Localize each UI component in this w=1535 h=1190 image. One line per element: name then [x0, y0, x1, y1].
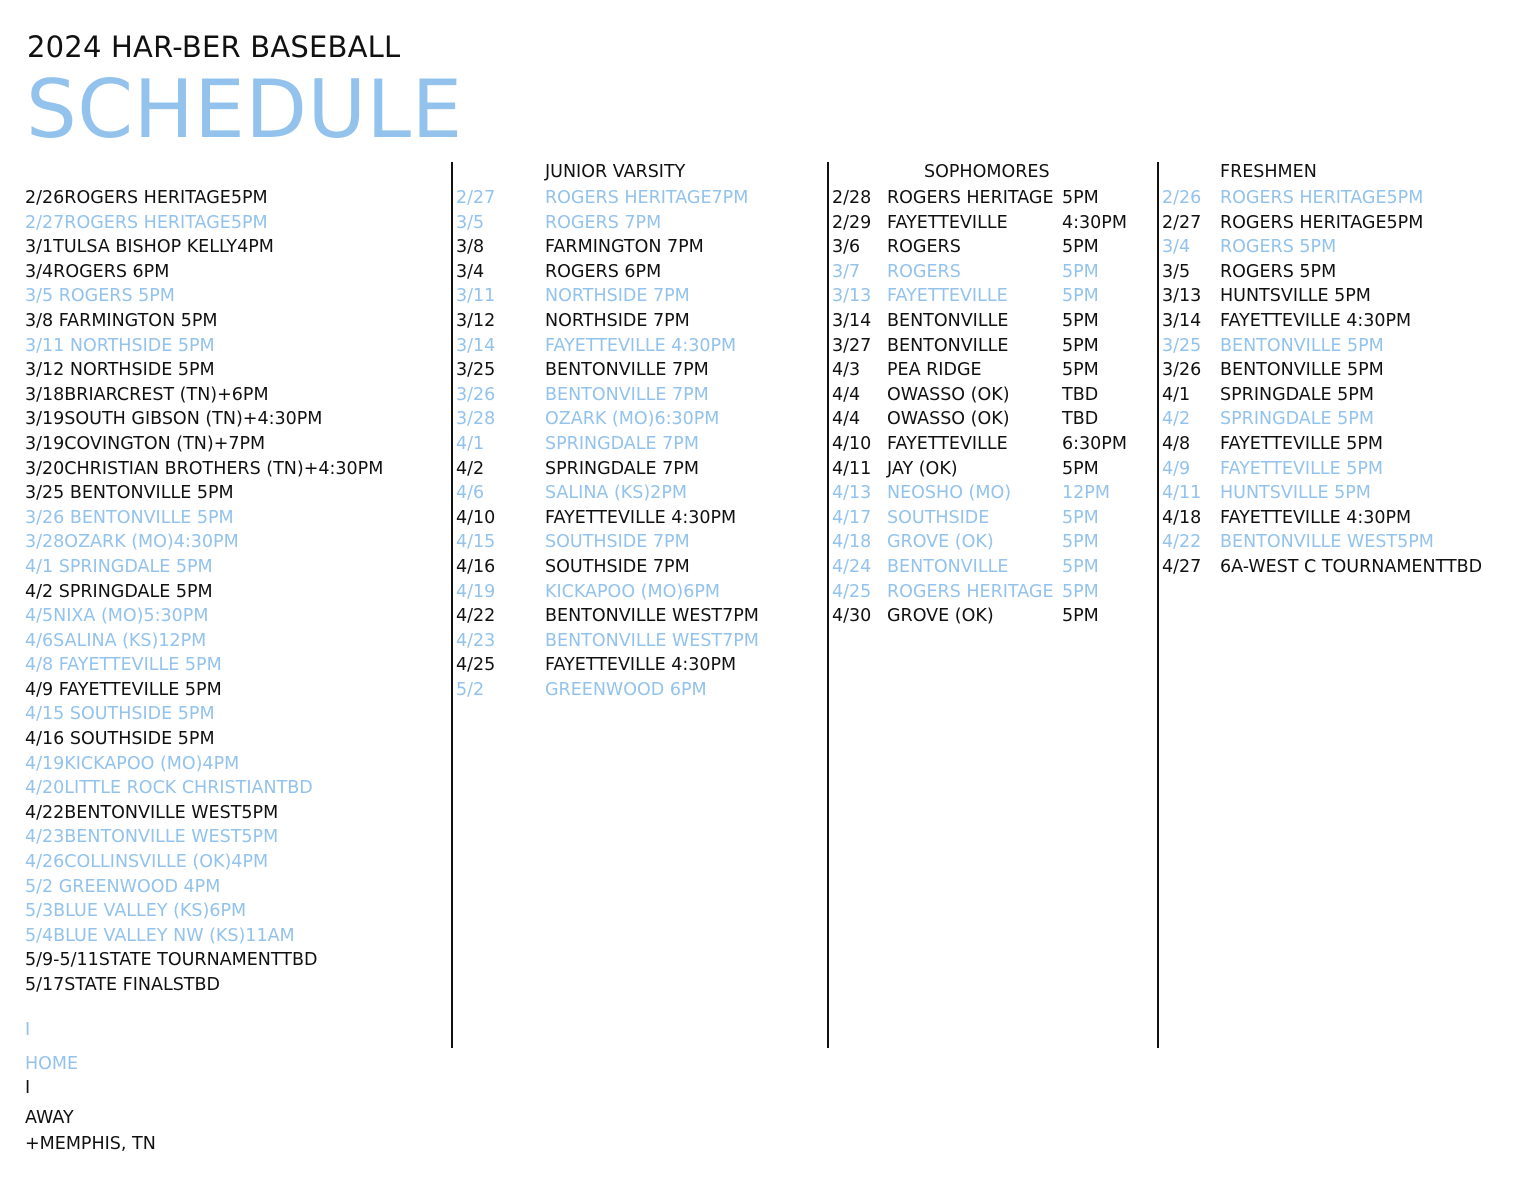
soph-game-time: 5PM: [1062, 507, 1099, 528]
jv-game-opponent: FAYETTEVILLE 4:30PM: [545, 507, 737, 528]
fresh-game-opponent: BENTONVILLE 5PM: [1220, 360, 1384, 381]
jv-game-opponent: FARMINGTON 7PM: [545, 237, 704, 258]
page-title: SCHEDULE: [26, 63, 463, 156]
soph-game-time: 5PM: [1062, 286, 1099, 307]
soph-game-opponent: BENTONVILLE: [887, 310, 1009, 331]
varsity-game-row: 4/22BENTONVILLE WEST5PM: [25, 802, 279, 823]
fresh-game-opponent: 6A-WEST C TOURNAMENTTBD: [1220, 556, 1483, 577]
column-divider-2: [827, 162, 829, 1048]
varsity-game-row: 3/11 NORTHSIDE 5PM: [25, 335, 215, 356]
soph-game-date: 4/18: [832, 532, 872, 553]
home-legend-label: HOME: [25, 1054, 79, 1074]
fresh-game-opponent: SPRINGDALE 5PM: [1220, 384, 1374, 405]
jv-game-date: 4/23: [456, 630, 496, 651]
jv-game-date: 3/12: [456, 310, 496, 331]
soph-game-opponent: PEA RIDGE: [887, 360, 982, 381]
soph-game-date: 2/29: [832, 212, 872, 233]
varsity-game-row: 2/26ROGERS HERITAGE5PM: [25, 188, 268, 208]
soph-game-time: TBD: [1062, 409, 1099, 430]
varsity-game-row: 2/27ROGERS HERITAGE5PM: [25, 212, 268, 233]
soph-game-date: 4/13: [832, 483, 872, 504]
soph-game-opponent: FAYETTEVILLE: [887, 212, 1008, 233]
soph-game-time: 5PM: [1062, 335, 1099, 356]
jv-game-date: 3/25: [456, 360, 496, 381]
varsity-game-row: 3/12 NORTHSIDE 5PM: [25, 360, 215, 381]
soph-game-opponent: JAY (OK): [887, 458, 958, 479]
memphis-note: +MEMPHIS, TN: [25, 1134, 156, 1154]
fresh-game-date: 2/27: [1162, 212, 1202, 233]
soph-game-opponent: FAYETTEVILLE: [887, 286, 1008, 307]
jv-game-opponent: OZARK (MO)6:30PM: [545, 409, 720, 430]
jv-game-date: 2/27: [456, 188, 496, 208]
fresh-game-opponent: FAYETTEVILLE 5PM: [1220, 433, 1383, 454]
soph-game-time: 5PM: [1062, 188, 1099, 208]
fresh-game-date: 4/18: [1162, 507, 1202, 528]
soph-game-time: 4:30PM: [1062, 212, 1127, 233]
soph-heading: SOPHOMORES: [924, 162, 1050, 182]
soph-game-opponent: ROGERS: [887, 237, 961, 258]
jv-game-date: 3/4: [456, 261, 485, 282]
soph-game-date: 3/14: [832, 310, 872, 331]
jv-game-date: 3/14: [456, 335, 496, 356]
varsity-game-row: 3/20CHRISTIAN BROTHERS (TN)+4:30PM: [25, 458, 384, 479]
fresh-game-date: 4/27: [1162, 556, 1202, 577]
soph-game-opponent: SOUTHSIDE: [887, 507, 990, 528]
fresh-game-date: 3/4: [1162, 237, 1191, 258]
fresh-game-opponent: ROGERS HERITAGE5PM: [1220, 212, 1424, 233]
jv-game-opponent: BENTONVILLE 7PM: [545, 384, 709, 405]
varsity-game-row: 3/19COVINGTON (TN)+7PM: [25, 433, 266, 454]
jv-game-opponent: SOUTHSIDE 7PM: [545, 532, 690, 553]
soph-game-time: TBD: [1062, 384, 1099, 405]
soph-game-date: 3/7: [832, 261, 861, 282]
fresh-game-date: 3/13: [1162, 286, 1202, 307]
fresh-game-opponent: SPRINGDALE 5PM: [1220, 409, 1374, 430]
jv-game-date: 4/22: [456, 606, 496, 627]
fresh-heading: FRESHMEN: [1220, 162, 1317, 182]
soph-game-time: 5PM: [1062, 360, 1099, 381]
fresh-game-date: 3/25: [1162, 335, 1202, 356]
varsity-game-row: 3/4ROGERS 6PM: [25, 261, 170, 282]
jv-game-date: 4/2: [456, 458, 485, 479]
soph-game-time: 5PM: [1062, 237, 1099, 258]
jv-game-date: 3/8: [456, 237, 485, 258]
jv-game-opponent: NORTHSIDE 7PM: [545, 286, 690, 307]
soph-game-opponent: ROGERS HERITAGE: [887, 188, 1054, 208]
soph-game-opponent: NEOSHO (MO): [887, 483, 1012, 504]
soph-game-date: 4/24: [832, 556, 872, 577]
jv-game-date: 5/2: [456, 679, 485, 700]
varsity-game-row: 4/16 SOUTHSIDE 5PM: [25, 729, 215, 750]
soph-game-date: 3/13: [832, 286, 872, 307]
varsity-game-row: 5/4BLUE VALLEY NW (KS)11AM: [25, 925, 295, 946]
varsity-game-row: 4/15 SOUTHSIDE 5PM: [25, 704, 215, 725]
soph-game-time: 6:30PM: [1062, 433, 1127, 454]
jv-heading: JUNIOR VARSITY: [545, 162, 686, 182]
varsity-game-row: 4/23BENTONVILLE WEST5PM: [25, 827, 279, 848]
jv-game-opponent: BENTONVILLE 7PM: [545, 360, 709, 381]
soph-game-date: 3/27: [832, 335, 872, 356]
soph-game-opponent: OWASSO (OK): [887, 384, 1010, 405]
column-divider-1: [451, 162, 453, 1048]
varsity-game-row: 5/2 GREENWOOD 4PM: [25, 876, 221, 897]
soph-game-opponent: BENTONVILLE: [887, 556, 1009, 577]
jv-game-date: 3/5: [456, 212, 485, 233]
varsity-game-row: 4/26COLLINSVILLE (OK)4PM: [25, 852, 269, 873]
jv-game-date: 4/10: [456, 507, 496, 528]
varsity-game-row: 4/20LITTLE ROCK CHRISTIANTBD: [25, 778, 313, 799]
jv-game-opponent: ROGERS HERITAGE7PM: [545, 188, 749, 208]
varsity-game-row: 4/19KICKAPOO (MO)4PM: [25, 753, 240, 774]
jv-game-opponent: BENTONVILLE WEST7PM: [545, 630, 759, 651]
soph-game-date: 4/25: [832, 581, 872, 602]
soph-game-date: 4/30: [832, 606, 872, 627]
jv-game-date: 4/15: [456, 532, 496, 553]
varsity-schedule: [25, 186, 383, 998]
fresh-game-opponent: BENTONVILLE WEST5PM: [1220, 532, 1434, 553]
fresh-game-date: 3/14: [1162, 310, 1202, 331]
varsity-game-row: 4/6SALINA (KS)12PM: [25, 630, 207, 651]
varsity-game-row: 3/5 ROGERS 5PM: [25, 286, 175, 307]
soph-game-time: 5PM: [1062, 532, 1099, 553]
soph-game-time: 5PM: [1062, 261, 1099, 282]
fresh-game-opponent: ROGERS 5PM: [1220, 237, 1337, 258]
soph-game-opponent: GROVE (OK): [887, 532, 994, 553]
varsity-game-row: 3/18BRIARCREST (TN)+6PM: [25, 384, 269, 405]
jv-game-date: 3/26: [456, 384, 496, 405]
jv-game-opponent: SOUTHSIDE 7PM: [545, 556, 690, 577]
home-legend-bar: I: [25, 1020, 31, 1040]
jv-game-opponent: ROGERS 6PM: [545, 261, 662, 282]
away-legend-bar: I: [25, 1078, 31, 1098]
soph-game-date: 4/10: [832, 433, 872, 454]
varsity-game-row: 5/3BLUE VALLEY (KS)6PM: [25, 901, 247, 922]
soph-game-date: 4/11: [832, 458, 872, 479]
away-legend-label: AWAY: [25, 1108, 74, 1128]
fresh-game-date: 4/2: [1162, 409, 1191, 430]
fresh-game-opponent: HUNTSVILLE 5PM: [1220, 286, 1371, 307]
jv-game-date: 4/1: [456, 433, 485, 454]
fresh-game-opponent: FAYETTEVILLE 4:30PM: [1220, 507, 1412, 528]
fresh-game-opponent: FAYETTEVILLE 4:30PM: [1220, 310, 1412, 331]
jv-game-opponent: GREENWOOD 6PM: [545, 679, 707, 700]
fresh-game-date: 4/8: [1162, 433, 1191, 454]
soph-game-opponent: FAYETTEVILLE: [887, 433, 1008, 454]
fresh-game-date: 4/9: [1162, 458, 1191, 479]
jv-game-date: 4/16: [456, 556, 496, 577]
jv-game-opponent: BENTONVILLE WEST7PM: [545, 606, 759, 627]
soph-game-opponent: BENTONVILLE: [887, 335, 1009, 356]
jv-game-date: 4/25: [456, 655, 496, 676]
soph-game-date: 4/4: [832, 409, 861, 430]
fresh-game-opponent: ROGERS HERITAGE5PM: [1220, 188, 1424, 208]
varsity-game-row: 3/26 BENTONVILLE 5PM: [25, 507, 234, 528]
varsity-game-row: 3/8 FARMINGTON 5PM: [25, 310, 218, 331]
jv-game-opponent: SPRINGDALE 7PM: [545, 433, 699, 454]
soph-game-opponent: ROGERS HERITAGE: [887, 581, 1054, 602]
varsity-game-row: 5/17STATE FINALSTBD: [25, 975, 220, 995]
soph-game-time: 12PM: [1062, 483, 1110, 504]
varsity-game-row: 4/2 SPRINGDALE 5PM: [25, 581, 213, 602]
fresh-game-opponent: HUNTSVILLE 5PM: [1220, 483, 1371, 504]
soph-game-opponent: GROVE (OK): [887, 606, 994, 627]
jv-game-date: 4/19: [456, 581, 496, 602]
jv-game-opponent: NORTHSIDE 7PM: [545, 310, 690, 331]
soph-game-date: 2/28: [832, 188, 872, 208]
jv-game-date: 3/11: [456, 286, 496, 307]
varsity-game-row: 3/25 BENTONVILLE 5PM: [25, 483, 234, 504]
fresh-game-date: 2/26: [1162, 188, 1202, 208]
soph-game-opponent: OWASSO (OK): [887, 409, 1010, 430]
jv-game-opponent: SPRINGDALE 7PM: [545, 458, 699, 479]
column-divider-3: [1157, 162, 1159, 1048]
soph-game-opponent: ROGERS: [887, 261, 961, 282]
page-subtitle: 2024 HAR-BER BASEBALL: [27, 30, 401, 64]
fresh-game-date: 4/22: [1162, 532, 1202, 553]
varsity-game-row: 4/8 FAYETTEVILLE 5PM: [25, 655, 222, 676]
jv-game-opponent: KICKAPOO (MO)6PM: [545, 581, 720, 602]
varsity-game-row: 4/5NIXA (MO)5:30PM: [25, 606, 209, 627]
varsity-game-row: 3/1TULSA BISHOP KELLY4PM: [25, 237, 274, 258]
jv-game-opponent: FAYETTEVILLE 4:30PM: [545, 335, 737, 356]
fresh-game-opponent: FAYETTEVILLE 5PM: [1220, 458, 1383, 479]
soph-game-time: 5PM: [1062, 458, 1099, 479]
soph-game-date: 4/3: [832, 360, 861, 381]
soph-game-date: 3/6: [832, 237, 861, 258]
fresh-game-opponent: ROGERS 5PM: [1220, 261, 1337, 282]
fresh-game-opponent: BENTONVILLE 5PM: [1220, 335, 1384, 356]
varsity-game-row: 3/28OZARK (MO)4:30PM: [25, 532, 239, 553]
soph-game-date: 4/4: [832, 384, 861, 405]
jv-game-opponent: FAYETTEVILLE 4:30PM: [545, 655, 737, 676]
fresh-game-date: 4/1: [1162, 384, 1191, 405]
fresh-game-date: 3/26: [1162, 360, 1202, 381]
soph-game-date: 4/17: [832, 507, 872, 528]
varsity-game-row: 3/19SOUTH GIBSON (TN)+4:30PM: [25, 409, 323, 430]
soph-game-time: 5PM: [1062, 581, 1099, 602]
jv-game-date: 3/28: [456, 409, 496, 430]
fresh-game-date: 3/5: [1162, 261, 1191, 282]
soph-game-time: 5PM: [1062, 606, 1099, 627]
jv-game-opponent: SALINA (KS)2PM: [545, 483, 687, 504]
varsity-game-row: 4/9 FAYETTEVILLE 5PM: [25, 679, 222, 700]
jv-game-opponent: ROGERS 7PM: [545, 212, 662, 233]
legend: [25, 1020, 156, 1160]
soph-game-time: 5PM: [1062, 556, 1099, 577]
fresh-game-date: 4/11: [1162, 483, 1202, 504]
varsity-game-row: 4/1 SPRINGDALE 5PM: [25, 556, 213, 577]
soph-game-time: 5PM: [1062, 310, 1099, 331]
varsity-game-row: 5/9-5/11STATE TOURNAMENTTBD: [25, 950, 318, 971]
jv-game-date: 4/6: [456, 483, 485, 504]
